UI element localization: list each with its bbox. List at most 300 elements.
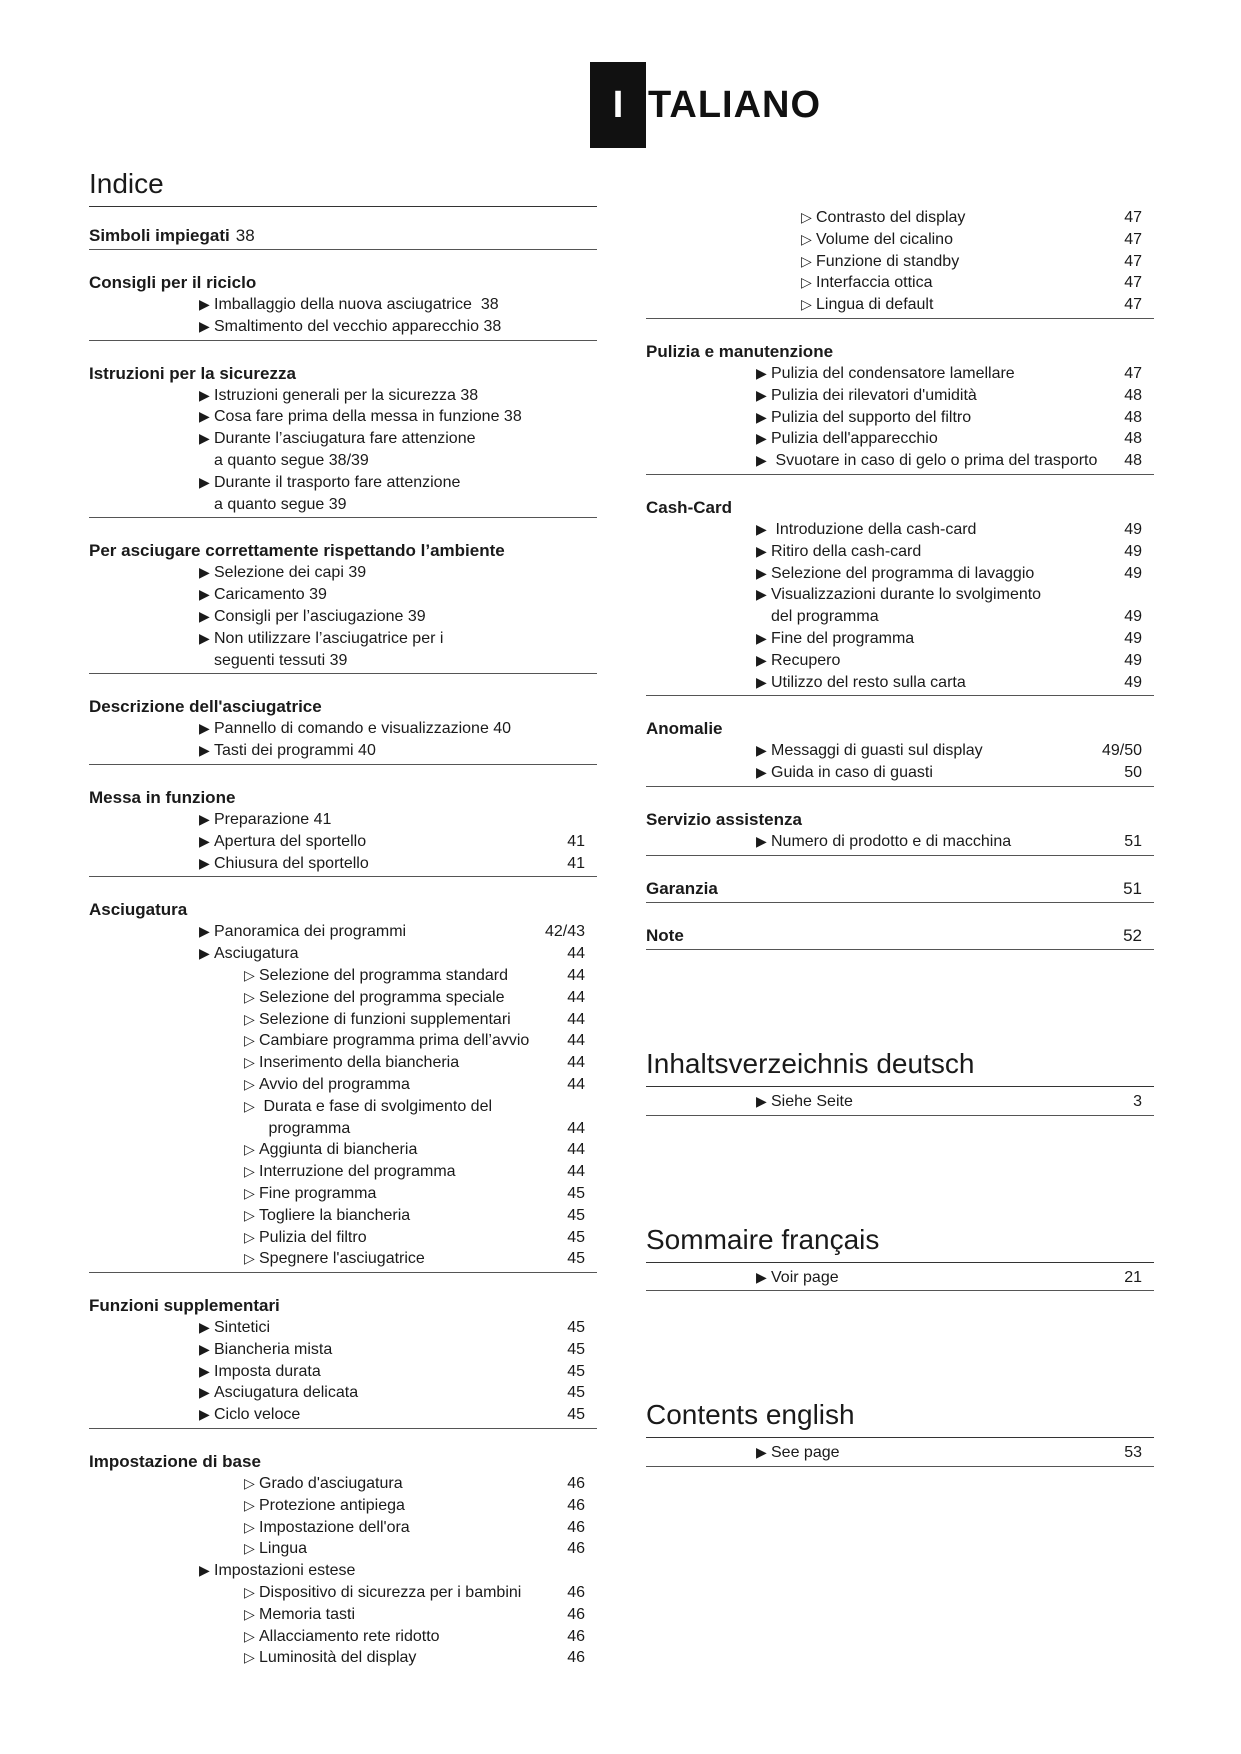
entry-text: Guida in caso di guasti [771, 764, 933, 782]
toc-entry [89, 809, 597, 831]
entry-text: Cambiare programma prima dell’avvio [259, 1032, 530, 1050]
entry-text: Lingua [259, 1540, 308, 1558]
section-title [89, 1451, 597, 1473]
section-title-text: Istruzioni per la sicurezza [89, 363, 296, 383]
entry-page [545, 450, 585, 472]
entry-page: 44 [567, 1119, 585, 1137]
entry-text: Imposta durata [214, 1362, 321, 1380]
hollow-arrow-icon: ▷ [244, 1540, 255, 1557]
hollow-arrow-icon: ▷ [244, 1032, 255, 1049]
toc-entry [89, 831, 597, 853]
entry-page [545, 385, 585, 407]
entry-text: Grado d'asciugatura [259, 1475, 403, 1493]
entry-text: Dispositivo di sicurezza per i bambini [259, 1584, 522, 1602]
entry-text: Pannello di comando e visualizzazione 40 [214, 720, 512, 738]
toc-entry [89, 628, 597, 650]
toc-entry [89, 921, 597, 943]
entry-text: Fine del programma [771, 629, 915, 647]
filled-arrow-icon: ▶ [199, 386, 210, 403]
entry-text: Consigli per l’asciugazione 39 [214, 607, 426, 625]
entry-page [545, 650, 585, 672]
filled-arrow-icon: ▶ [756, 408, 767, 425]
entry-page: 46 [567, 1627, 585, 1645]
filled-arrow-icon: ▶ [199, 923, 210, 940]
toc-entry [646, 519, 1154, 541]
toc-entry [646, 385, 1154, 407]
toc-entry [89, 718, 597, 740]
entry-text: Introduzione della cash-card [771, 520, 977, 538]
section-title-text: Cash-Card [646, 497, 732, 517]
hollow-arrow-icon: ▷ [244, 1496, 255, 1513]
section-title [89, 272, 597, 294]
toc-section [89, 783, 597, 877]
toc-section [646, 805, 1154, 856]
entry-page: 49/50 [1102, 742, 1143, 760]
entry-text: Protezione antipiega [259, 1496, 405, 1514]
filled-arrow-icon: ▶ [756, 586, 767, 603]
toc-entry [89, 385, 597, 407]
entry-text: Non utilizzare l’asciugatrice per i [214, 629, 444, 647]
entry-page: 49 [1124, 608, 1142, 626]
entry-page: 45 [567, 1319, 585, 1337]
entry-page: 45 [567, 1362, 585, 1380]
language-index-entry-wrap [646, 1087, 1154, 1116]
entry-text: Pulizia dei rilevatori d'umidità [771, 386, 977, 404]
entry-text: Recupero [771, 651, 841, 669]
section-title-text: Messa in funzione [89, 787, 236, 807]
entry-page [1102, 584, 1142, 606]
entry-page [545, 718, 585, 740]
section-title [646, 809, 1154, 831]
entry-page: 48 [1124, 408, 1142, 426]
entry-page: 44 [567, 966, 585, 984]
section-title [89, 1295, 597, 1317]
entry-page: 45 [567, 1184, 585, 1202]
hollow-arrow-icon: ▷ [801, 252, 812, 269]
section-title-text: Garanzia [646, 878, 718, 898]
entry-text: Pulizia del supporto del filtro [771, 408, 972, 426]
entry-text: Istruzioni generali per la sicurezza 38 [214, 386, 479, 404]
toc-entry [89, 1538, 597, 1560]
entry-page: 46 [567, 1605, 585, 1623]
toc-entry [89, 1009, 597, 1031]
entry-page: 47 [1124, 364, 1142, 382]
entry-page: 48 [1124, 430, 1142, 448]
entry-page: 42/43 [545, 923, 586, 941]
entry-page: 47 [1124, 274, 1142, 292]
toc-entry [89, 606, 597, 628]
entry-text: Durata e fase di svolgimento del [259, 1097, 493, 1115]
toc-section [89, 268, 597, 341]
section-title [646, 925, 1154, 947]
filled-arrow-icon: ▶ [199, 629, 210, 646]
language-title-rest: TALIANO [648, 83, 822, 126]
toc-entry [89, 1052, 597, 1074]
entry-text: Ciclo veloce [214, 1406, 301, 1424]
entry-text: Chiusura del sportello [214, 854, 369, 872]
hollow-arrow-icon: ▷ [801, 230, 812, 247]
language-index-page: 21 [1124, 1268, 1142, 1286]
toc-entry [89, 740, 597, 762]
entry-text: del programma [771, 608, 879, 626]
toc-entry [89, 1161, 597, 1183]
hollow-arrow-icon: ▷ [244, 1163, 255, 1180]
language-index-title: Contents english [646, 1399, 1154, 1438]
hollow-arrow-icon: ▷ [801, 209, 812, 225]
entry-page: 46 [567, 1649, 585, 1667]
entry-text: Smaltimento del vecchio apparecchio 38 [214, 317, 502, 335]
entry-text: Selezione dei capi 39 [214, 564, 367, 582]
entry-page [545, 584, 585, 606]
entry-page: 51 [1124, 832, 1142, 850]
filled-arrow-icon: ▶ [199, 473, 210, 490]
entry-text: Aggiunta di biancheria [259, 1141, 418, 1159]
filled-arrow-icon: ▶ [199, 430, 210, 447]
toc-entry [89, 1205, 597, 1227]
toc-entry [646, 606, 1154, 628]
toc-entry [646, 363, 1154, 385]
entry-text: Interfaccia ottica [816, 274, 933, 292]
entry-page: 48 [1124, 452, 1142, 470]
entry-text: Sintetici [214, 1319, 271, 1337]
entry-page: 49 [1124, 629, 1142, 647]
entry-text: Fine programma [259, 1184, 377, 1202]
toc-entry [89, 1248, 597, 1270]
entry-text: Funzione di standby [816, 252, 960, 270]
toc-entry [89, 1030, 597, 1052]
filled-arrow-icon: ▶ [756, 673, 767, 690]
entry-text: Inserimento della biancheria [259, 1054, 460, 1072]
section-title [89, 225, 597, 247]
toc-entry [89, 1074, 597, 1096]
toc-entry [646, 628, 1154, 650]
toc-entry [89, 584, 597, 606]
toc-entry [89, 562, 597, 584]
hollow-arrow-icon: ▷ [244, 1649, 255, 1666]
toc-entry [89, 1139, 597, 1161]
filled-arrow-icon: ▶ [756, 742, 767, 759]
entry-page: 45 [567, 1340, 585, 1358]
toc-entry [646, 831, 1154, 853]
entry-page: 45 [567, 1406, 585, 1424]
toc-entry [89, 1626, 597, 1648]
hollow-arrow-icon: ▷ [244, 1250, 255, 1267]
right-column [646, 203, 1154, 1575]
toc-entry [646, 294, 1154, 316]
language-index-link: Siehe Seite [771, 1092, 853, 1110]
entry-page [545, 316, 585, 338]
section-title-text: Asciugatura [89, 900, 188, 920]
entry-text: Luminosità del display [259, 1649, 417, 1667]
toc-entry [89, 428, 597, 450]
section-title [89, 787, 597, 809]
entry-page: 46 [567, 1584, 585, 1602]
filled-arrow-icon: ▶ [756, 651, 767, 668]
filled-arrow-icon: ▶ [756, 1092, 767, 1109]
section-title [646, 718, 1154, 740]
filled-arrow-icon: ▶ [199, 1319, 210, 1336]
entry-text: Allacciamento rete ridotto [259, 1627, 440, 1645]
toc-entry [89, 1339, 597, 1361]
filled-arrow-icon: ▶ [756, 430, 767, 447]
toc-entry [646, 650, 1154, 672]
filled-arrow-icon: ▶ [756, 764, 767, 781]
entry-page: 45 [567, 1228, 585, 1246]
hollow-arrow-icon: ▷ [244, 1475, 255, 1492]
section-title-text: Descrizione dell'asciugatrice [89, 697, 322, 717]
language-index-block [646, 1399, 1154, 1467]
hollow-arrow-icon: ▷ [244, 1206, 255, 1223]
section-title-text: Per asciugare correttamente rispettando l’ambiente [89, 541, 505, 561]
entry-page: 47 [1124, 230, 1142, 248]
toc-entry [89, 294, 597, 316]
filled-arrow-icon: ▶ [199, 317, 210, 334]
entry-page: 44 [567, 988, 585, 1006]
filled-arrow-icon: ▶ [199, 296, 210, 312]
toc-entry [646, 428, 1154, 450]
filled-arrow-icon: ▶ [756, 542, 767, 559]
entry-page [545, 606, 585, 628]
language-header [590, 62, 821, 148]
entry-text: Numero di prodotto e di macchina [771, 832, 1012, 850]
filled-arrow-icon: ▶ [756, 564, 767, 581]
toc-section [89, 1291, 597, 1429]
toc-entry [89, 472, 597, 494]
toc-section [89, 1447, 597, 1671]
entry-text: Tasti dei programmi 40 [214, 742, 376, 760]
entry-text: Avvio del programma [259, 1075, 410, 1093]
toc-section [89, 536, 597, 674]
section-title [646, 497, 1154, 519]
entry-page: 41 [567, 854, 585, 872]
toc-entry [646, 672, 1154, 694]
toc-entry [89, 943, 597, 965]
entry-page: 49 [1124, 520, 1142, 538]
hollow-arrow-icon: ▷ [244, 1605, 255, 1622]
toc-section [646, 874, 1154, 903]
language-index-entry-wrap [646, 1263, 1154, 1292]
filled-arrow-icon: ▶ [199, 810, 210, 827]
toc-entry [89, 1560, 597, 1582]
entry-page: 44 [567, 945, 585, 963]
toc-section [89, 221, 597, 250]
language-index-link: See page [771, 1444, 840, 1462]
entry-text: seguenti tessuti 39 [214, 651, 348, 669]
language-index-block [646, 1048, 1154, 1116]
entry-text: Durante il trasporto fare attenzione [214, 473, 461, 491]
filled-arrow-icon: ▶ [756, 629, 767, 646]
filled-arrow-icon: ▶ [199, 742, 210, 759]
filled-arrow-icon: ▶ [756, 364, 767, 381]
toc-section [89, 692, 597, 765]
entry-text: Lingua di default [816, 296, 934, 314]
language-index-link: Voir page [771, 1268, 839, 1286]
toc-section [646, 714, 1154, 787]
toc-entry [89, 494, 597, 516]
filled-arrow-icon: ▶ [756, 832, 767, 849]
entry-text: Visualizzazioni durante lo svolgimento [771, 586, 1042, 604]
hollow-arrow-icon: ▷ [244, 1075, 255, 1092]
toc-entry [646, 541, 1154, 563]
entry-page: 45 [567, 1206, 585, 1224]
toc-entry [89, 406, 597, 428]
hollow-arrow-icon: ▷ [244, 1097, 255, 1114]
section-title [646, 341, 1154, 363]
hollow-arrow-icon: ▷ [244, 1627, 255, 1644]
section-title-text: Note [646, 925, 684, 945]
hollow-arrow-icon: ▷ [244, 1141, 255, 1158]
toc-entry [89, 1317, 597, 1339]
entry-page: 47 [1124, 209, 1142, 226]
filled-arrow-icon: ▶ [199, 1362, 210, 1379]
filled-arrow-icon: ▶ [199, 586, 210, 603]
entry-page [545, 1560, 585, 1582]
index-title: Indice [89, 168, 597, 207]
entry-text: Asciugatura [214, 945, 299, 963]
entry-text: Durante l’asciugatura fare attenzione [214, 430, 476, 448]
section-title-text: Consigli per il riciclo [89, 273, 257, 292]
toc-entry [89, 1361, 597, 1383]
toc-entry [89, 1495, 597, 1517]
left-column [89, 168, 597, 1689]
entry-page: 41 [567, 832, 585, 850]
toc-entry [89, 316, 597, 338]
entry-page: 44 [567, 1054, 585, 1072]
toc-entry [646, 207, 1154, 229]
toc-entry [89, 1183, 597, 1205]
toc-section [646, 493, 1154, 696]
toc-entry [89, 1227, 597, 1249]
toc-entry [89, 1118, 597, 1140]
entry-page [545, 428, 585, 450]
entry-text: Interruzione del programma [259, 1163, 456, 1181]
entry-page: 46 [567, 1540, 585, 1558]
entry-page [545, 740, 585, 762]
toc-section [89, 359, 597, 519]
toc-entry [89, 1473, 597, 1495]
toc-entry [89, 1404, 597, 1426]
toc-entry [646, 740, 1154, 762]
section-title-text: Pulizia e manutenzione [646, 341, 834, 361]
toc-section [646, 337, 1154, 475]
entry-text: Pulizia dell'apparecchio [771, 430, 938, 448]
entry-page [545, 562, 585, 584]
entry-text: Impostazioni estese [214, 1562, 356, 1580]
hollow-arrow-icon: ▷ [244, 1010, 255, 1027]
language-index-entry [646, 1091, 1154, 1113]
toc-entry [646, 563, 1154, 585]
entry-page [545, 809, 585, 831]
filled-arrow-icon: ▶ [199, 1340, 210, 1357]
entry-text: Togliere la biancheria [259, 1206, 411, 1224]
entry-page [545, 628, 585, 650]
toc-entry [89, 650, 597, 672]
language-index-page: 3 [1133, 1092, 1142, 1110]
entry-page: 47 [1124, 296, 1142, 314]
hollow-arrow-icon: ▷ [244, 966, 255, 983]
toc-entry [646, 251, 1154, 273]
language-index-title: Sommaire français [646, 1224, 1154, 1263]
filled-arrow-icon: ▶ [199, 720, 210, 737]
toc-entry [89, 987, 597, 1009]
section-title [89, 540, 597, 562]
filled-arrow-icon: ▶ [199, 1562, 210, 1579]
language-index-entry [646, 1267, 1154, 1289]
filled-arrow-icon: ▶ [756, 1444, 767, 1461]
toc-entry [646, 584, 1154, 606]
entry-page: 50 [1124, 764, 1142, 782]
filled-arrow-icon: ▶ [199, 1384, 210, 1401]
entry-text: a quanto segue 39 [214, 495, 347, 513]
entry-page [545, 294, 585, 316]
toc-entry [89, 1582, 597, 1604]
hollow-arrow-icon: ▷ [244, 1228, 255, 1245]
entry-text: Contrasto del display [816, 209, 966, 226]
hollow-arrow-icon: ▷ [801, 274, 812, 291]
entry-page: 46 [567, 1518, 585, 1536]
entry-text: Selezione del programma standard [259, 966, 509, 984]
language-index-entry-wrap [646, 1438, 1154, 1467]
entry-text: Memoria tasti [259, 1605, 356, 1623]
hollow-arrow-icon: ▷ [801, 296, 812, 313]
toc-entry [89, 1604, 597, 1626]
entry-page: 49 [1124, 564, 1142, 582]
section-title-page: 52 [1123, 925, 1142, 945]
other-language-indexes [646, 1048, 1154, 1467]
entry-page: 45 [567, 1384, 585, 1402]
entry-text: Pulizia del condensatore lamellare [771, 364, 1015, 382]
toc-section [89, 895, 597, 1273]
hollow-arrow-icon: ▷ [244, 1184, 255, 1201]
filled-arrow-icon: ▶ [199, 832, 210, 849]
entry-page: 44 [567, 1163, 585, 1181]
entry-text: Selezione di funzioni supplementari [259, 1010, 511, 1028]
hollow-arrow-icon: ▷ [244, 1518, 255, 1535]
toc-entry [89, 965, 597, 987]
toc-entry [89, 1382, 597, 1404]
entry-text: Utilizzo del resto sulla carta [771, 673, 966, 691]
hollow-arrow-icon: ▷ [244, 1054, 255, 1071]
filled-arrow-icon: ▶ [199, 564, 210, 581]
toc-entry [646, 229, 1154, 251]
entry-page: 45 [567, 1250, 585, 1268]
entry-text: Preparazione 41 [214, 810, 332, 828]
section-title [89, 363, 597, 385]
filled-arrow-icon: ▶ [756, 386, 767, 403]
filled-arrow-icon: ▶ [199, 854, 210, 871]
filled-arrow-icon: ▶ [756, 452, 767, 469]
section-title-page: 38 [235, 226, 255, 245]
entry-text: Volume del cicalino [816, 230, 953, 248]
toc-entry [646, 450, 1154, 472]
section-title-text: Funzioni supplementari [89, 1296, 280, 1316]
filled-arrow-icon: ▶ [199, 408, 210, 425]
entry-page [545, 1096, 585, 1118]
entry-page [545, 406, 585, 428]
entry-page: 44 [567, 1075, 585, 1093]
toc-entry [646, 272, 1154, 294]
hollow-arrow-icon: ▷ [244, 1584, 255, 1601]
entry-page [545, 494, 585, 516]
filled-arrow-icon: ▶ [199, 1406, 210, 1423]
entry-page: 47 [1124, 252, 1142, 270]
language-cap-letter: I [590, 62, 646, 148]
entry-page: 46 [567, 1475, 585, 1493]
entry-page: 48 [1124, 386, 1142, 404]
toc-entry [89, 1096, 597, 1118]
section-title [89, 899, 597, 921]
entry-text: Spegnere l'asciugatrice [259, 1250, 425, 1268]
